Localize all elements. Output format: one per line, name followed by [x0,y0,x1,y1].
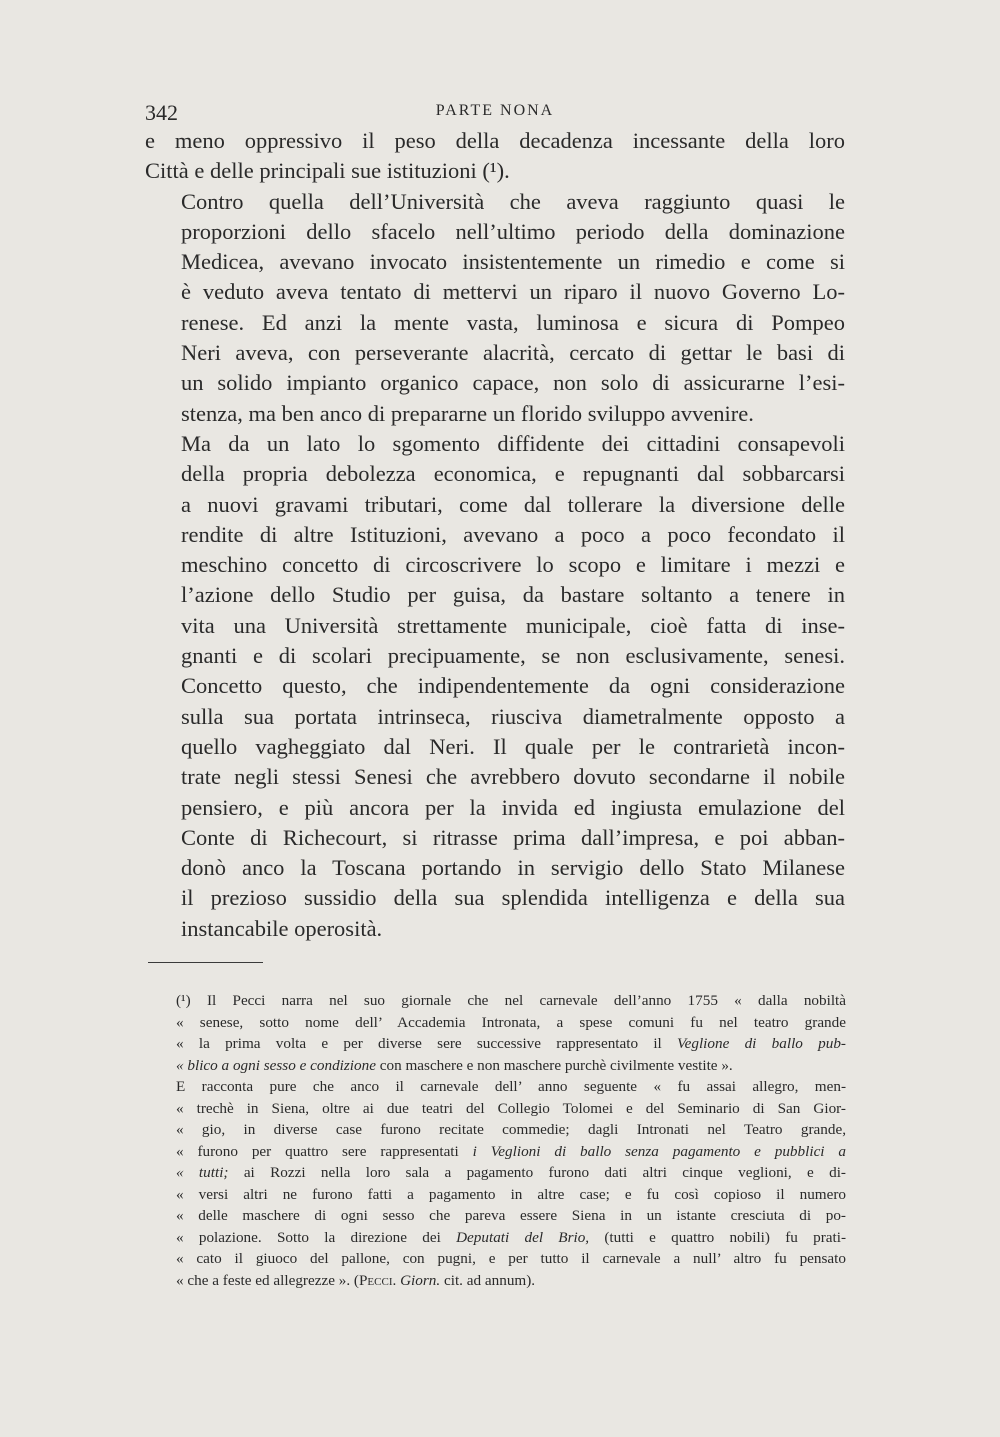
paragraph-3 [145,429,845,944]
text-line: Conte di Richecourt, si ritrasse prima dall’impresa, e poi abban- [181,824,845,850]
footnote-paragraph-2 [150,1076,846,1291]
text-line: renese. Ed anzi la mente vasta, luminosa e sicura di Pompeo [181,309,845,335]
footnote-line: « la prima volta e per diverse sere successive rappresentato il Veglione di ballo pub- [176,1035,846,1052]
text-line: sulla sua portata intrinseca, riusciva diametralmente opposto a [181,703,845,729]
footnote-line: « che a feste ed allegrezze ». (Pecci. Giorn. cit. ad annum). [176,1271,536,1289]
paragraph-2 [145,187,845,429]
footnote-line: E racconta pure che anco il carnevale dell’ anno seguente « fu assai allegro, men- [176,1078,846,1095]
footnote-line: « versi altri ne furono fatti a pagamento in altre case; e fu così copioso il numero [176,1185,846,1203]
text-line: rendite di altre Istituzioni, avevano a poco a poco fecondato il [181,521,845,547]
footnote-line: « gio, in diverse case furono recitate commedie; dagli Intronati nel Teatro grande, [176,1121,846,1138]
paragraph-1 [145,126,845,187]
text-line: e meno oppressivo il peso della decadenza incessante della loro [145,128,845,153]
footnote-line: « delle maschere di ogni sesso che pareva essere Siena in un istante cresciuta di po- [176,1207,846,1224]
text-line: stenza, ma ben anco di prepararne un florido sviluppo avvenire. [181,400,754,426]
section-title: PARTE NONA [435,102,555,119]
main-text [145,126,845,944]
text-line: Concetto questo, che indipendentemente da ogni considerazione [181,673,845,699]
text-line: l’azione dello Studio per guisa, da bastare soltanto a tenere in [181,582,845,608]
footnote-line: « trechè in Siena, oltre ai due teatri del Collegio Tolomei e del Seminario di San Gior- [176,1099,846,1117]
text-line: gnanti e di scolari precipuamente, se non esclusivamente, senesi. [181,643,845,669]
footnote-paragraph-1 [150,990,846,1076]
footnote-line: « tutti; ai Rozzi nella loro sala a pagamento furono dati altri cinque veglioni, e di- [176,1164,846,1181]
text-line: proporzioni dello sfacelo nell’ultimo periodo della dominazione [181,218,845,244]
text-line: quello vagheggiato dal Neri. Il quale per le contrarietà incon- [181,733,845,759]
author-citation: Pecci [358,1271,393,1289]
text-line: Ma da un lato lo sgomento diffidente dei cittadini consapevoli [181,430,845,456]
footnote-line: « furono per quattro sere rappresentati i Veglioni di ballo senza pagamento e pubblici a [176,1142,846,1160]
footnote-marker: (¹) [176,992,191,1009]
text-line: vita una Università strettamente municipale, cioè fatta di inse- [181,612,845,638]
footnote-line: « polazione. Sotto la direzione dei Deputati del Brio, (tutti e quattro nobili) fu prati- [176,1228,846,1246]
text-line: trate negli stessi Senesi che avrebbero dovuto secondarne il nobile [181,764,845,790]
text-line: meschino concetto di circoscrivere lo scopo e limitare i mezzi e [181,552,845,578]
text-line: un solido impianto organico capace, non solo di assicurarne l’esi- [181,370,845,396]
footnote-line: « cato il giuoco del pallone, con pugni, e per tutto il carnevale a null’ altro fu pensato [176,1250,846,1267]
footnote-divider [148,962,263,963]
text-line: è veduto aveva tentato di mettervi un riparo il nuovo Governo Lo- [181,279,845,305]
text-line: Neri aveva, con perseverante alacrità, cercato di gettar le basi di [181,340,845,366]
footnote-line: (¹) Il Pecci narra nel suo giornale che nel carnevale dell’anno 1755 « dalla nobiltà [176,992,847,1009]
footnotes [150,990,846,1291]
text-line: a nuovi gravami tributari, come dal tollerare la diversione delle [181,491,845,517]
footnote-line: « senese, sotto nome dell’ Accademia Intronata, a spese comuni fu nel teatro grande [176,1013,846,1031]
text-line: Città e delle principali sue istituzioni (¹). [145,158,510,184]
text-line: il prezioso sussidio della sua splendida intelligenza e della sua [181,885,845,911]
footnote-line: « blico a ogni sesso e condizione con maschere e non maschere purchè civilmente vestite ». [176,1056,733,1074]
text-line: della propria debolezza economica, e repugnanti dal sobbarcarsi [181,461,845,487]
text-line: donò anco la Toscana portando in servigio dello Stato Milanese [181,855,845,881]
text-line: instancabile operosità. [181,915,383,941]
text-line: pensiero, e più ancora per la invida ed ingiusta emulazione del [181,794,845,820]
text-line: Medicea, avevano invocato insistentemente un rimedio e come si [181,249,845,275]
page-number: 342 [145,100,178,125]
text-line: Contro quella dell’Università che aveva raggiunto quasi le [181,188,845,214]
